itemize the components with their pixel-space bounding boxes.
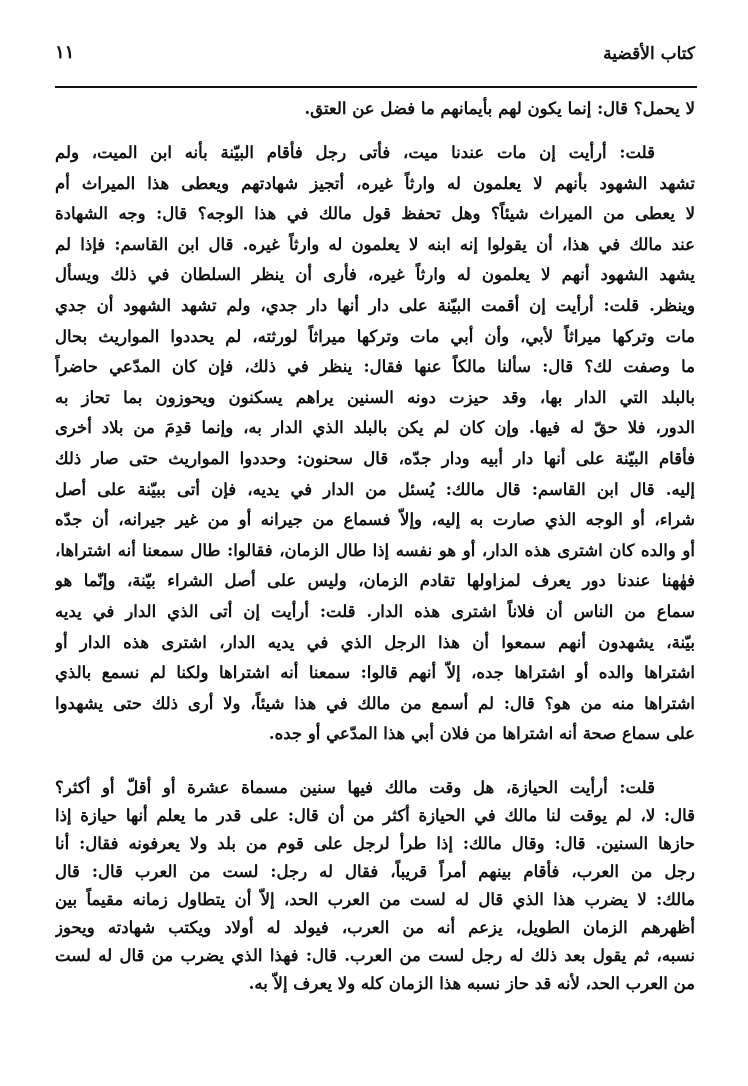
- text-line: الدور، فلا حقّ له فيها. وإن كان لم يكن بالبلد الذي الدار به، وإنما قدِمَ من بلاد أخرى: [55, 418, 695, 438]
- paragraph-3: [55, 774, 695, 998]
- text-line: عند مالك في هذا، أن يقولوا إنه ابنه لا يعلمون له وارثاً غيره. قال ابن القاسم: فإذا لم: [55, 234, 695, 254]
- paragraph-2: [55, 138, 695, 750]
- text-line: قال: لا، لم يوقت لنا مالك في الحيازة أكثر من أن قال: على قدر ما يعلم أنها حيازة إذا: [55, 806, 695, 825]
- text-line: من العرب الحد، لأنه قد حاز نسبه هذا الزمان كله ولا يعرف إلاّ به.: [248, 974, 695, 993]
- text-line: قلت: أرأيت الحيازة، هل وقت مالك فيها سنين مسماة عشرة أو أقلّ أو أكثر؟: [55, 778, 655, 797]
- text-line: مالك: لا يضرب هذا الذي قال له لست من العرب الحد، إلاّ أن يتطاول زمانه مقيماً بين: [55, 890, 695, 909]
- text-line: لا يحمل؟ قال: إنما يكون لهم بأيمانهم ما فضل عن العتق.: [304, 99, 695, 118]
- text-line: لا يعطى من الميراث شيئاً؟ وهل تحفظ قول مالك في هذا الوجه؟ قال: وجه الشهادة: [55, 204, 695, 224]
- book-title: كتاب الأقضية: [603, 44, 695, 64]
- text-line: نسبه، ثم يقول بعد ذلك له رجل لست من العرب. قال: فهذا الذي يضرب من قال له لست: [55, 946, 695, 965]
- text-line: تشهد الشهود بأنهم لا يعلمون له وارثاً غيره، أتجيز شهادتهم ويعطى هذا الميراث أم: [55, 173, 695, 193]
- page-number: ١١: [55, 42, 75, 63]
- text-line: اشتراها والده أو اشتراها جده، إلاّ أنهم قالوا: سمعنا أنه اشتراها ولكنا لم نسمع بالذي: [55, 663, 695, 683]
- running-header: [55, 40, 695, 70]
- text-line: يشهد الشهود أنهم لا يعلمون له وارثاً غيره، فأرى أن ينظر السلطان في ذلك ويسأل: [55, 265, 695, 285]
- text-line: على سماع صحة أنه اشتراها من فلان أبي هذا المدّعي أو جده.: [268, 724, 695, 744]
- text-line: ما وصفت لك؟ قال: سألنا مالكاً عنها فقال: ينظر في ذلك، فإن كان المدّعي حاضراً: [55, 357, 695, 377]
- text-line: وينظر. قلت: أرأيت إن أقمت البيّنة على دار أنها دار جدي، ولم تشهد الشهود أن جدي: [55, 295, 695, 315]
- text-line: مات وتركها ميراثاً لأبي، وأن أبي مات وتركها ميراثاً لورثته، لم يحددوا المواريث بحال: [55, 326, 695, 346]
- text-line: حازها السنين. قال: وقال مالك: إذا طرأ لرجل على قوم من بلد ولا يعرفونه فقال: أنا: [55, 834, 695, 853]
- text-line: أظهرهم الزمان الطويل، يزعم أنه من العرب، فيولد له أولاد ويكتب شهادته ويحوز: [55, 918, 695, 937]
- text-line: أو والده كان اشترى هذه الدار، أو هو نفسه إذا طال الزمان، فقالوا: طال سمعنا أنه اشتراها،: [55, 540, 695, 560]
- paragraph-1: [55, 94, 695, 124]
- text-line: إليه. قال ابن القاسم: قال مالك: يُسئل من الدار في يديه، فإن أتى ببيّنة على أصل: [55, 479, 695, 499]
- text-line: اشتراها منه من هو؟ قال: لم أسمع من مالك في هذا شيئاً، ولا أرى ذلك حتى يشهدوا: [55, 693, 695, 713]
- text-line: شراء، أو الوجه الذي صارت به إليه، وإلاّ فسماع من جيرانه أو من غير جيرانه، أن جدّه: [55, 510, 695, 530]
- text-line: فهٰهنا عندنا دور يعرف لمزاولها تقادم الزمان، وليس على أصل الشراء بيّنة، وإنّما هو: [55, 571, 695, 591]
- header-rule: [55, 86, 697, 88]
- text-line: بيّنة، يشهدون أنهم سمعوا أن هذا الرجل الذي في يديه الدار، اشترى هذه الدار أو: [55, 632, 695, 652]
- text-line: سماع من الناس أن فلاناً اشترى هذه الدار. قلت: أرأيت إن أتى الذي الدار في يديه: [55, 601, 695, 621]
- text-line: رجل من العرب، فأقام بينهم أمراً قريباً، فقال له رجل: لست من العرب قال: قال: [55, 862, 695, 881]
- text-line: قلت: أرأيت إن مات عندنا ميت، فأتى رجل فأقام البيّنة بأنه ابن الميت، ولم: [55, 143, 655, 162]
- text-line: بالبلد التي الدار بها، وقد حيزت دونه السنين يراهم يسكنون ويحوزون بما تحاز به: [55, 387, 695, 407]
- text-line: فأقام البيّنة على أنها دار أبيه ودار جدّه، قال سحنون: وحددوا المواريث حتى صار ذلك: [55, 448, 695, 468]
